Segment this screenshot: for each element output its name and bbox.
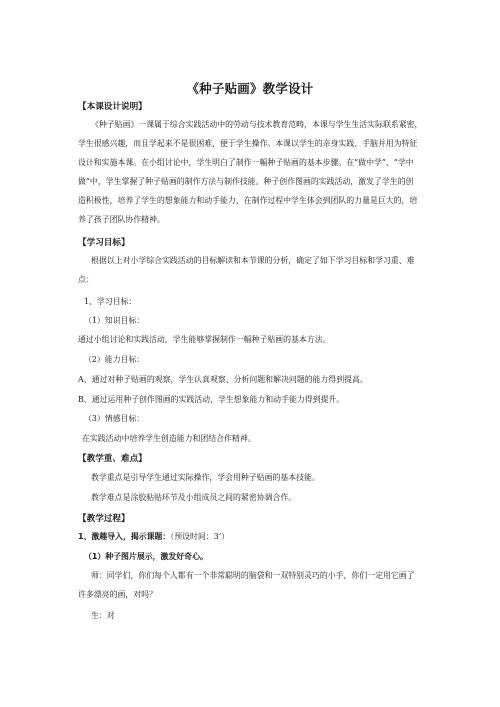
design-line-6: 养了孩子团队协作精神。 <box>78 215 165 224</box>
knowledge-title: （1）知识目标： <box>84 316 145 325</box>
section-heading-keypoints: 【教学重、难点】 <box>78 454 147 464</box>
emotion-title: （3）情感目标： <box>84 414 145 423</box>
step1-title: 1、激趣导入，揭示课题： <box>78 532 171 541</box>
design-line-1: 《种子贴画》一课属于综合实践活动中的劳动与技术教育范畴，本课与学生生活实际联系紧密， <box>91 120 423 129</box>
design-line-5: 造积极性，培养了学生的想象能力和动手能力，在制作过程中学生体会到团队的力量是巨大的，培 <box>78 196 418 205</box>
section-heading-design: 【本课设计说明】 <box>78 102 147 112</box>
difficult-point: 教学难点是涂胶粘贴环节及小组成员之间的紧密协调合作。 <box>91 493 297 502</box>
ability-a: A、通过对种子贴画的观察，学生认真观察、分析问题和解决问题的能力得到提高。 <box>78 375 368 384</box>
key-point: 教学重点是引导学生通过实际操作，学会用种子贴画的基本技能。 <box>91 473 320 482</box>
design-line-4: 做”中，学生掌握了种子贴画的制作方法与制作技能。种子创作图画的实践活动，激发了学生的创 <box>78 177 414 186</box>
ability-b: B、通过运用种子创作图画的实践活动，学生想象能力和动手能力得到提升。 <box>78 395 345 404</box>
goals-intro-line-2: 点： <box>78 275 94 284</box>
design-line-2: 学生很感兴趣，而且学起来不是很困难，便于学生操作。本课以学生的亲身实践、手脑并用为特征 <box>78 139 418 148</box>
goals-intro-line-1: 根据以上对小学综合实践活动的目标解读和本节课的分析，确定了如下学习目标和学习重、难 <box>91 256 415 265</box>
goals-sub-heading: 1、学习目标： <box>84 297 137 306</box>
page-title: 《种子贴画》教学设计 <box>186 81 314 96</box>
step1-line <box>78 531 229 542</box>
teacher-line-1: 师：同学们，你们每个人都有一个非常聪明的脑袋和一双特别灵巧的小手，你们一定用它画了 <box>91 571 415 580</box>
step1-sub: （1）种子图片展示，激发好奇心。 <box>84 552 208 561</box>
knowledge-text: 通过小组讨论和实践活动，学生能够掌握制作一幅种子贴画的基本方法。 <box>78 335 331 344</box>
step1-time: （预设时间：3’） <box>170 532 230 541</box>
teacher-line-2: 许多漂亮的画，对吗？ <box>78 590 157 599</box>
student-line: 生：对 <box>91 611 115 620</box>
design-line-3: 设计和实施本课。在小组讨论中，学生明白了制作一幅种子贴画的基本步骤。在“做中学”、“学中 <box>78 158 414 167</box>
emotion-text: 在实践活动中培养学生创造能力和团结合作精神。 <box>82 434 256 443</box>
ability-title: （2）能力目标： <box>84 355 145 364</box>
section-heading-process: 【教学过程】 <box>78 514 130 524</box>
section-heading-goals: 【学习目标】 <box>78 238 130 248</box>
